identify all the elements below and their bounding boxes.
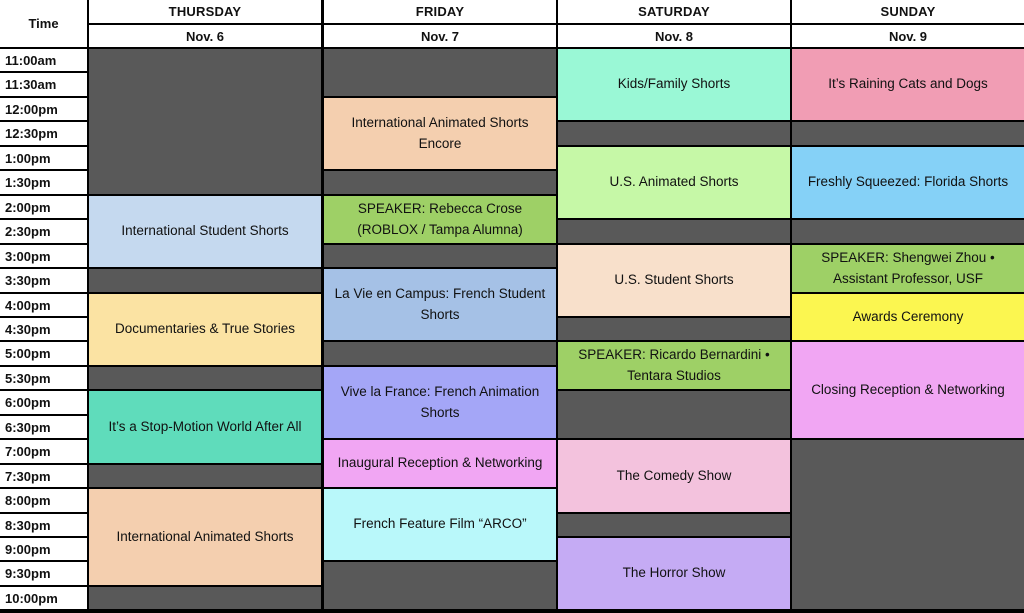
empty-slot [558,220,790,243]
time-slot-label: 4:00pm [0,294,87,316]
time-slot-label: 6:30pm [0,416,87,438]
time-column-header: Time [0,0,87,47]
event-block[interactable]: La Vie en Campus: French Student Shorts [324,269,556,340]
event-block[interactable]: U.S. Student Shorts [558,245,790,316]
event-block[interactable]: It’s Raining Cats and Dogs [792,49,1024,120]
day-header-friday: FRIDAY [324,0,556,23]
time-slot-label: 7:30pm [0,465,87,487]
empty-slot [324,342,556,365]
event-block[interactable]: International Animated Shorts Encore [324,98,556,169]
time-slot-label: 2:00pm [0,196,87,218]
event-block[interactable]: Freshly Squeezed: Florida Shorts [792,147,1024,218]
event-block[interactable]: Vive la France: French Animation Shorts [324,367,556,438]
time-slot-label: 5:00pm [0,342,87,365]
date-header: Nov. 8 [558,25,790,47]
event-block[interactable]: U.S. Animated Shorts [558,147,790,218]
event-block[interactable]: Closing Reception & Networking [792,342,1024,438]
empty-slot [324,171,556,194]
empty-slot [89,465,321,487]
time-slot-label: 1:30pm [0,171,87,194]
empty-slot [89,49,321,194]
empty-slot [792,440,1024,609]
empty-slot [324,49,556,96]
event-block[interactable]: Kids/Family Shorts [558,49,790,120]
event-block[interactable]: International Student Shorts [89,196,321,267]
time-slot-label: 5:30pm [0,367,87,389]
empty-slot [792,220,1024,243]
event-block[interactable]: SPEAKER: Rebecca Crose (ROBLOX / Tampa Alumna) [324,196,556,243]
date-header: Nov. 7 [324,25,556,47]
time-slot-label: 10:00pm [0,587,87,609]
event-block[interactable]: The Comedy Show [558,440,790,512]
event-block[interactable]: SPEAKER: Shengwei Zhou • Assistant Professor, USF [792,245,1024,292]
time-slot-label: 6:00pm [0,391,87,414]
empty-slot [324,562,556,609]
time-slot-label: 12:30pm [0,122,87,145]
date-header: Nov. 9 [792,25,1024,47]
empty-slot [89,269,321,292]
time-slot-label: 9:30pm [0,562,87,585]
event-block[interactable]: The Horror Show [558,538,790,609]
time-slot-label: 1:00pm [0,147,87,169]
time-slot-label: 2:30pm [0,220,87,243]
empty-slot [89,587,321,609]
time-slot-label: 8:00pm [0,489,87,512]
day-header-thursday: THURSDAY [89,0,321,23]
empty-slot [558,391,790,438]
time-slot-label: 12:00pm [0,98,87,120]
time-slot-label: 9:00pm [0,538,87,560]
time-slot-label: 3:30pm [0,269,87,292]
event-block[interactable]: Inaugural Reception & Networking [324,440,556,487]
empty-slot [89,367,321,389]
date-header: Nov. 6 [89,25,321,47]
empty-slot [324,245,556,267]
event-block[interactable]: Documentaries & True Stories [89,294,321,365]
time-slot-label: 4:30pm [0,318,87,340]
empty-slot [792,122,1024,145]
event-block[interactable]: It’s a Stop-Motion World After All [89,391,321,463]
empty-slot [558,318,790,340]
time-slot-label: 3:00pm [0,245,87,267]
empty-slot [558,514,790,536]
empty-slot [558,122,790,145]
time-slot-label: 8:30pm [0,514,87,536]
event-block[interactable]: International Animated Shorts [89,489,321,585]
time-slot-label: 11:00am [0,49,87,71]
day-header-saturday: SATURDAY [558,0,790,23]
time-slot-label: 11:30am [0,73,87,96]
event-block[interactable]: SPEAKER: Ricardo Bernardini • Tentara Studios [558,342,790,389]
day-header-sunday: SUNDAY [792,0,1024,23]
event-block[interactable]: Awards Ceremony [792,294,1024,340]
time-slot-label: 7:00pm [0,440,87,463]
event-block[interactable]: French Feature Film “ARCO” [324,489,556,560]
